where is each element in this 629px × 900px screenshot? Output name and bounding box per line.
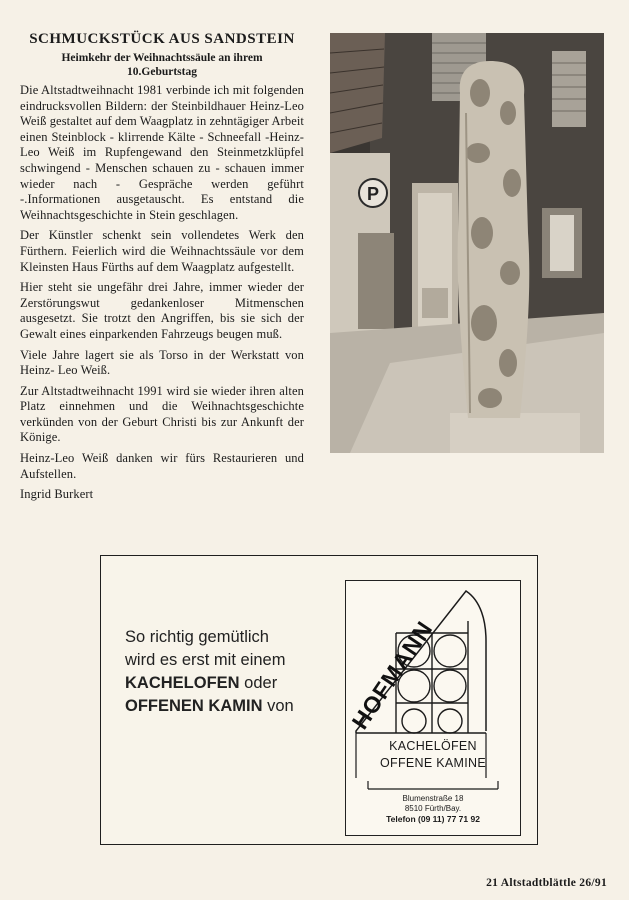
- page-footer: 21 Altstadtblättle 26/91: [486, 877, 607, 889]
- logo-street: Blumenstraße 18: [402, 794, 464, 803]
- paragraph-2: Der Künstler schenkt sein vollendetes Werk den Fürthern. Feierlich wird die Weihnachtssäule vor dem Kleinsten Haus Fürths auf dem Waagplatz aufgestellt.: [20, 228, 304, 274]
- ad-line-4: [125, 695, 325, 718]
- ad-offenen-kamin: OFFENEN KAMIN: [125, 697, 263, 715]
- paragraph-6: Heinz-Leo Weiß danken wir fürs Restaurieren und Aufstellen.: [20, 451, 304, 481]
- paragraph-3: Hier steht sie ungefähr drei Jahre, immer wieder der Zerstörungswut gedankenloser Mitmenschen ausgesetzt. Sie trotzt den Angriffen, bis sie sich der Gewalt eines einparkenden Fahrzeugs beugen muß.: [20, 280, 304, 341]
- subtitle-line-1: Heimkehr der Weihnachtssäule an ihrem: [61, 52, 263, 64]
- ad-slogan: [125, 626, 325, 718]
- hofmann-logo-box: [345, 580, 521, 836]
- paragraph-4: Viele Jahre lagert sie als Torso in der Werkstatt von Heinz- Leo Weiß.: [20, 347, 304, 378]
- logo-offene-kamine: OFFENE KAMINE: [380, 756, 486, 770]
- window-shutter-2: [552, 51, 586, 127]
- ad-von: von: [262, 697, 294, 715]
- photo-christmas-column: [330, 33, 604, 453]
- article: [20, 30, 304, 508]
- advertisement: [100, 555, 538, 845]
- photo-drawing: [330, 33, 604, 453]
- article-title: SCHMUCKSTÜCK AUS SANDSTEIN: [29, 31, 295, 47]
- ad-line-2: wird es erst mit einem: [125, 651, 286, 669]
- ad-line-3: [125, 672, 325, 695]
- article-subtitle: [20, 51, 304, 79]
- logo-city: 8510 Fürth/Bay.: [404, 804, 462, 813]
- parking-sign-letter: P: [366, 184, 380, 204]
- ad-oder: oder: [239, 674, 278, 692]
- paragraph-5: Zur Altstadtweihnacht 1991 wird sie wieder ihren alten Platz einnehmen und die Weihnachtsgeschichte verkünden von der Geburt Christi bis zur Ankunft der Könige.: [20, 383, 304, 445]
- ad-kachelofen: KACHELOFEN: [125, 674, 240, 692]
- left-door: [358, 233, 394, 329]
- subtitle-line-2: 10.Geburtstag: [127, 66, 197, 78]
- logo-brand: HOFMANN: [346, 616, 438, 734]
- article-author: Ingrid Burkert: [20, 487, 94, 502]
- ad-line-1: So richtig gemütlich: [125, 628, 269, 646]
- logo-phone: Telefon (09 11) 77 71 92: [386, 814, 480, 824]
- paragraph-1: Die Altstadtweihnacht 1981 verbinde ich mit folgenden eindrucksvollen Bildern: der Steinbildhauer Heinz-Leo Weiß gestaltet auf dem Waagplatz in zehntägiger Arbeit einen Steinblock - klirrende Kälte - Schneefall -Heinz-Leo Weiß im Rupfengewand den Steinmetzklüpfel schwingend - Menschen schauen zu - schauen immer wieder nach - Gespräche werden geführt -.Informationen ausgetauscht. Es entstand die Weihnachtsgeschichte in Stein geschlagen.: [20, 83, 304, 222]
- logo-kacheloefen: KACHELÖFEN: [389, 739, 477, 753]
- column-pedestal: [450, 413, 580, 453]
